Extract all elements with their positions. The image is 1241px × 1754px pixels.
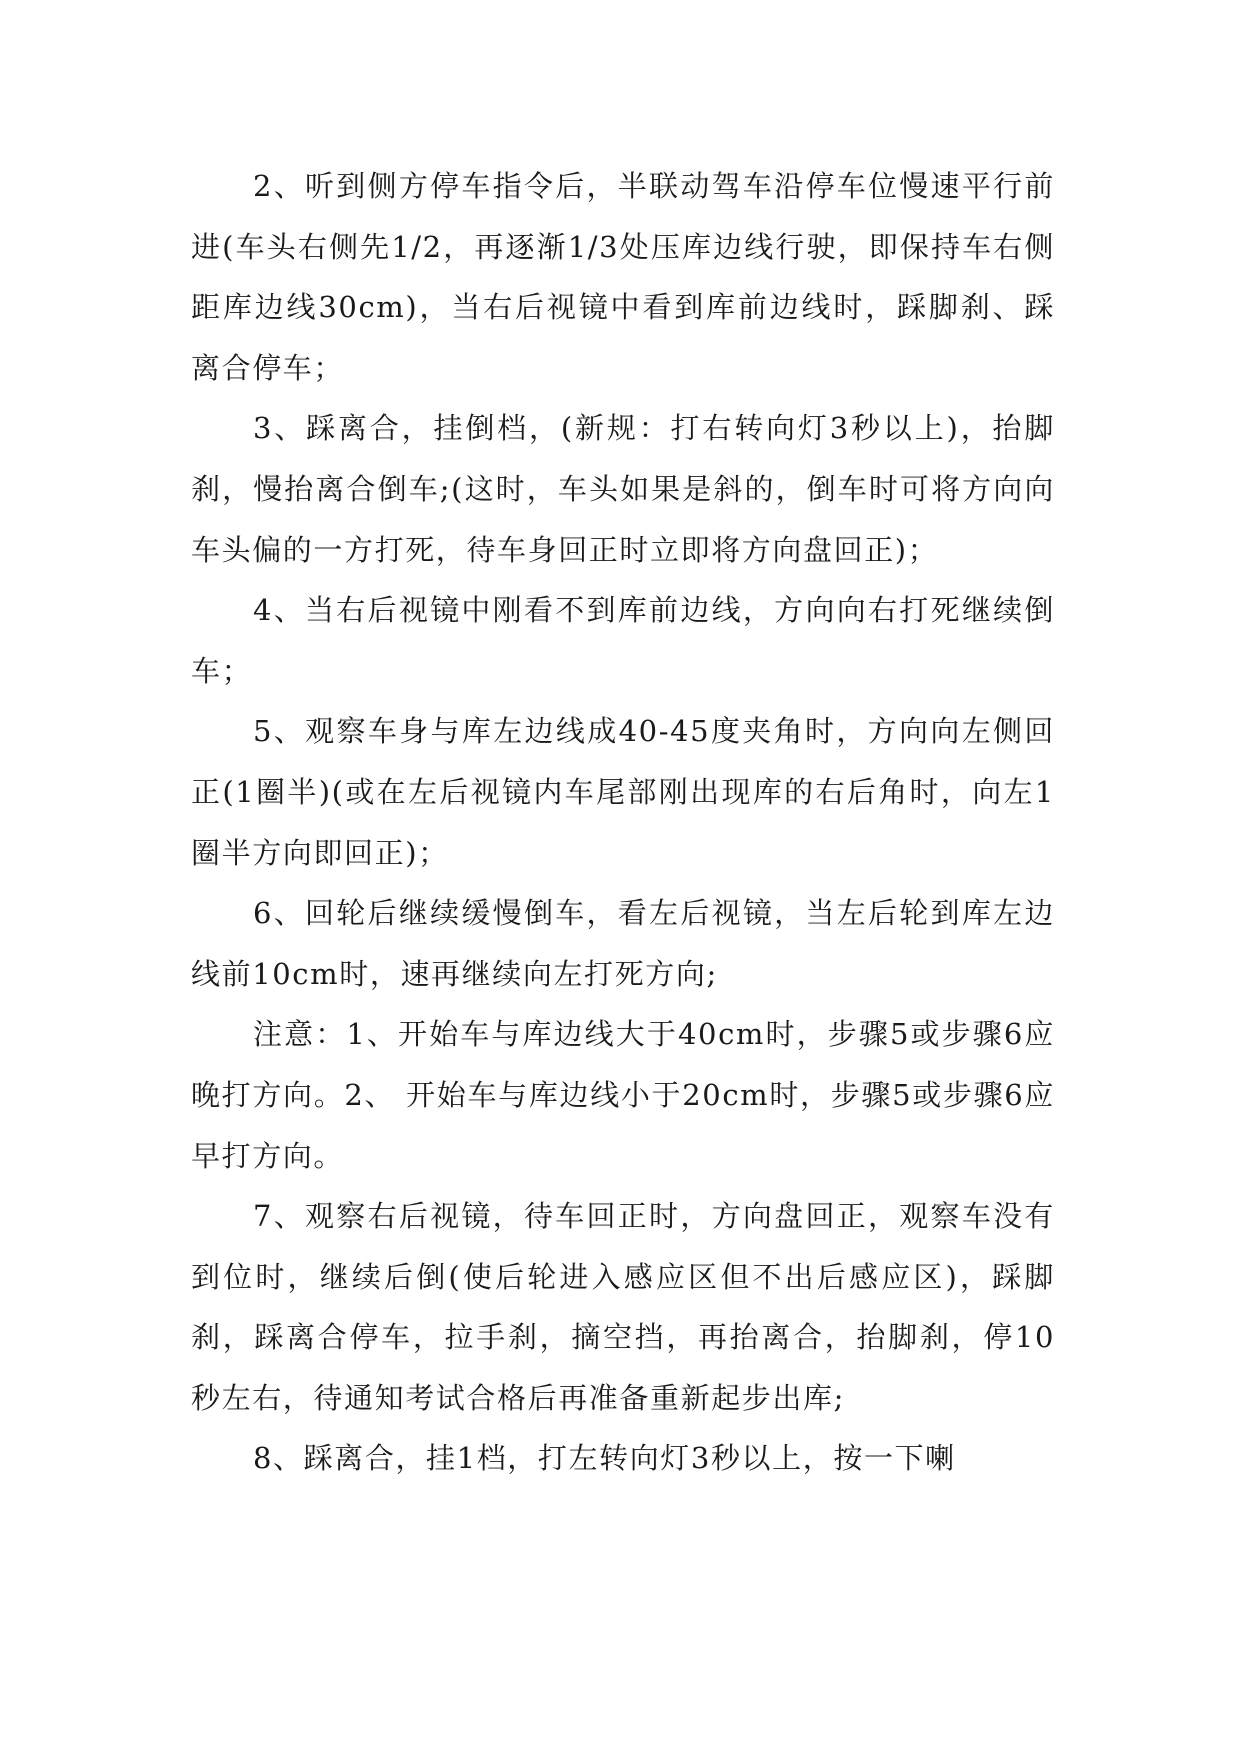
document-body xyxy=(191,156,1055,1489)
paragraph-step-8: 8、踩离合，挂1档，打左转向灯3秒以上，按一下喇 xyxy=(253,1441,956,1476)
paragraph-step-5: 5、观察车身与库左边线成40-45度夹角时，方向向左侧回正(1圈半)(或在左后视镜内车尾部刚出现库的右后角时，向左1圈半方向即回正)； xyxy=(191,714,1055,870)
paragraph-step-3: 3、踩离合，挂倒档，(新规：打右转向灯3秒以上)，抬脚刹，慢抬离合倒车;(这时，车头如果是斜的，倒车时可将方向向车头偏的一方打死，待车身回正时立即将方向盘回正)； xyxy=(191,411,1055,567)
paragraph-note: 注意：1、开始车与库边线大于40cm时，步骤5或步骤6应晚打方向。2、 开始车与库边线小于20cm时，步骤5或步骤6应早打方向。 xyxy=(191,1017,1055,1173)
paragraph-step-2: 2、听到侧方停车指令后，半联动驾车沿停车位慢速平行前进(车头右侧先1/2，再逐渐1/3处压库边线行驶，即保持车右侧距库边线30cm)，当右后视镜中看到库前边线时，踩脚刹、踩离合停车； xyxy=(191,169,1055,385)
paragraph-step-7: 7、观察右后视镜，待车回正时，方向盘回正，观察车没有到位时，继续后倒(使后轮进入感应区但不出后感应区)，踩脚刹，踩离合停车，拉手刹，摘空挡，再抬离合，抬脚刹，停10秒左右，待通知考试合格后再准备重新起步出库; xyxy=(191,1199,1055,1415)
paragraph-step-6: 6、回轮后继续缓慢倒车，看左后视镜，当左后轮到库左边线前10cm时，速再继续向左打死方向; xyxy=(191,896,1055,991)
paragraph-step-4: 4、当右后视镜中刚看不到库前边线，方向向右打死继续倒车； xyxy=(191,593,1055,688)
